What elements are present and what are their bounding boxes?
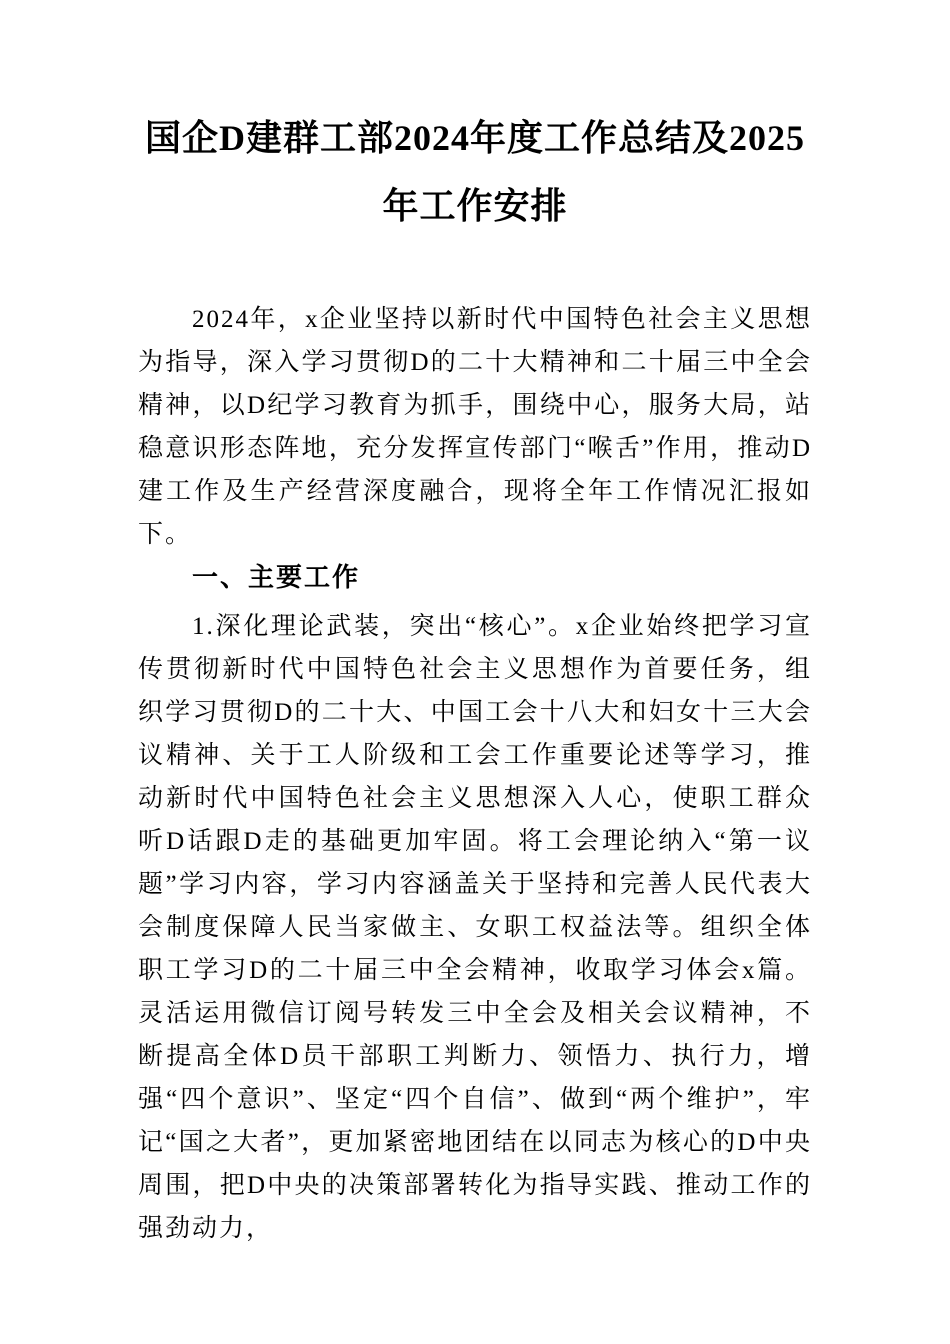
document-title: 国企D建群工部2024年度工作总结及2025年工作安排	[145, 118, 805, 226]
body-paragraph: 1.深化理论武装，突出“核心”。x企业始终把学习宣传贯彻新时代中国特色社会主义思想作为首要任务，组织学习贯彻D的二十大、中国工会十八大和妇女十三大会议精神、关于工人阶级和工会工作重要论述等学习，推动新时代中国特色社会主义思想深入人心，使职工群众听D话跟D走的基础更加牢固。将工会理论纳入“第一议题”学习内容，学习内容涵盖关于坚持和完善人民代表大会制度保障人民当家做主、女职工权益法等。组织全体职工学习D的二十届三中全会精神，收取学习体会x篇。灵活运用微信订阅号转发三中全会及相关会议精神，不断提高全体D员干部职工判断力、领悟力、执行力，增强“四个意识”、坚定“四个自信”、做到“两个维护”，牢记“国之大者”，更加紧密地团结在以同志为核心的D中央周围，把D中央的决策部署转化为指导实践、推动工作的强劲动力，	[138, 613, 812, 1242]
body-paragraph: 2024年，x企业坚持以新时代中国特色社会主义思想为指导，深入学习贯彻D的二十大精神和二十届三中全会精神，以D纪学习教育为抓手，围绕中心，服务大局，站稳意识形态阵地，充分发挥宣传部门“喉舌”作用，推动D建工作及生产经营深度融合，现将全年工作情况汇报如下。	[138, 306, 812, 548]
document-body	[138, 298, 812, 1250]
section-heading: 一、主要工作	[192, 562, 361, 592]
